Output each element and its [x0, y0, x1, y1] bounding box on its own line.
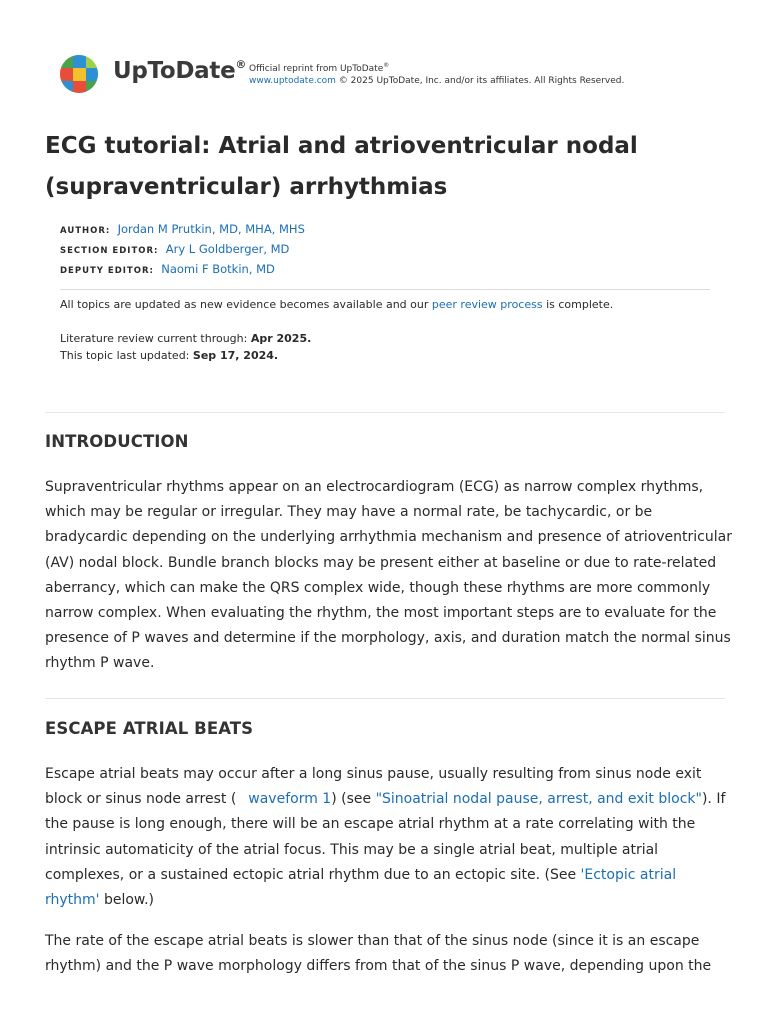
update-notice: All topics are updated as new evidence becomes available and our peer review process is complete.: [60, 298, 614, 311]
author-row: AUTHOR: Jordan M Prutkin, MD, MHA, MHS: [60, 222, 305, 236]
ectopic-atrial-rhythm-link[interactable]: 'Ectopic atrial rhythm': [45, 866, 677, 909]
last-updated-date: Sep 17, 2024.: [192, 349, 279, 362]
page-title: ECG tutorial: Atrial and atrioventricular nodal (supraventricular) arrhythmias: [45, 133, 638, 200]
reprint-header: [59, 52, 719, 96]
author-link[interactable]: Jordan M Prutkin, MD, MHA, MHS: [117, 222, 305, 236]
meta-divider: [60, 289, 710, 290]
uptodate-site-link[interactable]: www.uptodate.com: [249, 76, 336, 86]
deputy-editor-link[interactable]: Naomi F Botkin, MD: [161, 262, 275, 276]
literature-review-date: Apr 2025.: [250, 332, 312, 345]
contributors: [60, 220, 305, 280]
sinoatrial-pause-link[interactable]: "Sinoatrial nodal pause, arrest, and exit block": [375, 791, 702, 808]
escape-paragraph-2: The rate of the escape atrial beats is slower than that of the sinus node (since it is an escape rhythm) and the P wave morphology differs from that of the sinus P wave, depending upon the: [45, 933, 712, 975]
section-heading-introduction: INTRODUCTION: [45, 432, 189, 451]
section-rule: [45, 412, 725, 413]
section-rule: [45, 698, 725, 699]
section-editor-link[interactable]: Ary L Goldberger, MD: [165, 242, 290, 256]
deputy-editor-row: DEPUTY EDITOR: Naomi F Botkin, MD: [60, 262, 275, 276]
reprint-notice: Official reprint from UpToDate® www.uptodate.com © 2025 UpToDate, Inc. and/or its affiliates. All Rights Reserved.: [249, 62, 625, 86]
section-heading-escape-atrial-beats: ESCAPE ATRIAL BEATS: [45, 719, 254, 738]
uptodate-logo-icon: [59, 54, 99, 94]
logo-wordmark: UpToDate®: [113, 58, 247, 84]
escape-paragraph-1: Escape atrial beats may occur after a long sinus pause, usually resulting from sinus node exit block or sinus node arrest ( waveform 1) (see "Sinoatrial nodal pause, arrest, and exit block"). If the pause is long enough, there will be an escape atrial rhythm at a rate correlating with the intrinsic automaticity of the atrial focus. This may be a single atrial beat, multiple atrial complexes, or a sustained ectopic atrial rhythm due to an ectopic site. (See 'Ectopic atrial rhythm' below.): [45, 766, 726, 909]
peer-review-link[interactable]: peer review process: [431, 298, 543, 311]
waveform-1-link[interactable]: waveform 1: [248, 791, 332, 808]
review-dates: Literature review current through: Apr 2025. This topic last updated: Sep 17, 2024.: [60, 332, 312, 362]
section-editor-row: SECTION EDITOR: Ary L Goldberger, MD: [60, 242, 290, 256]
introduction-paragraph: Supraventricular rhythms appear on an electrocardiogram (ECG) as narrow complex rhythms, which may be regular or irregular. They may have a normal rate, be tachycardic, or be bradycardic depending on the underlying arrhythmia mechanism and presence of atrioventricular (AV) nodal block. Bundle branch blocks may be present either at baseline or due to rate-related aberrancy, which can make the QRS complex wide, though these rhythms are more commonly narrow complex. When evaluating the rhythm, the most important steps are to evaluate for the presence of P waves and determine if the morphology, axis, and duration match the normal sinus rhythm P wave.: [45, 479, 732, 672]
